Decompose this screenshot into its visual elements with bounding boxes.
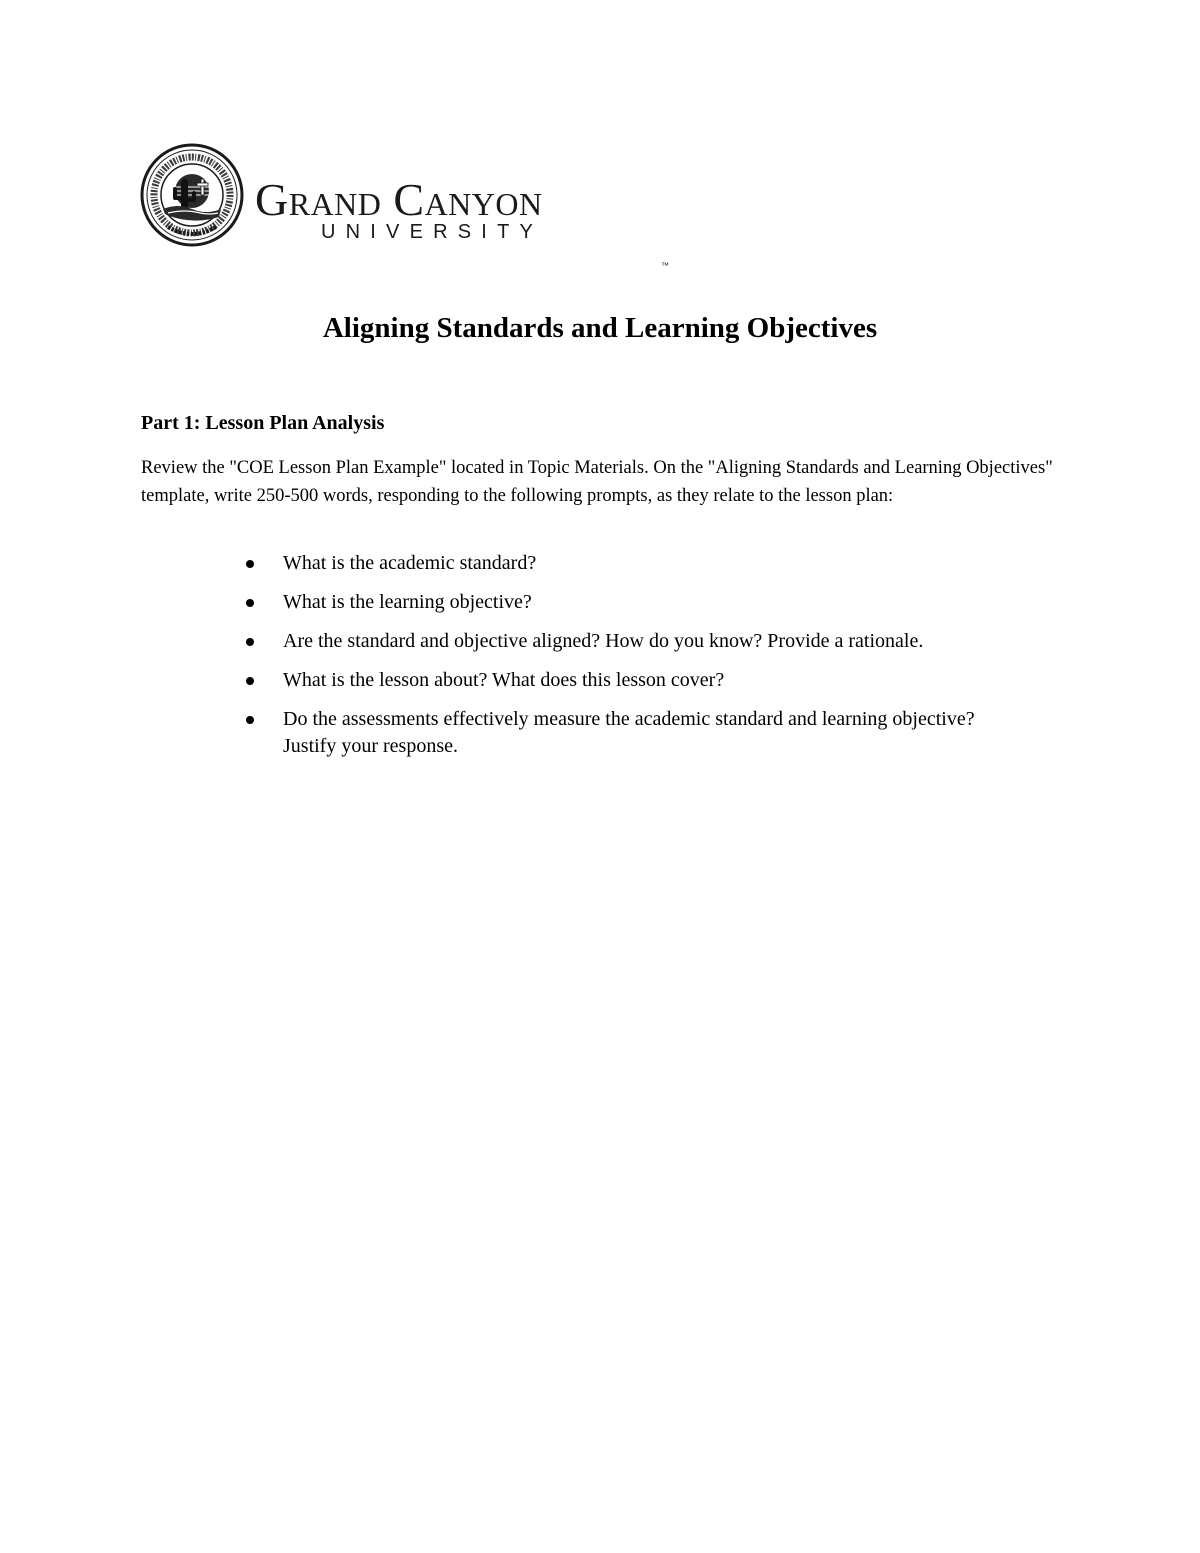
prompt-item — [246, 589, 1026, 616]
prompt-list — [246, 550, 1026, 772]
prompt-text: Do the assessments effectively measure the academic standard and learning objective? Justify your response. — [283, 708, 975, 757]
wordmark-main: Grand Canyon — [255, 174, 543, 225]
prompt-text: What is the learning objective? — [283, 591, 532, 613]
prompt-item — [246, 706, 1026, 760]
part-heading: Part 1: Lesson Plan Analysis — [141, 412, 385, 434]
wordmark-sub: UNIVERSITY — [321, 221, 544, 243]
prompt-text: What is the academic standard? — [283, 552, 537, 574]
bullet-icon — [246, 560, 254, 568]
prompt-item — [246, 667, 1026, 694]
intro-paragraph: Review the "COE Lesson Plan Example" located in Topic Materials. On the "Aligning Standards and Learning Objectives" template, write 250-500 words, responding to the following prompts, as they relate to the lesson plan: — [141, 458, 1053, 506]
prompt-item — [246, 550, 1026, 577]
bullet-icon — [246, 638, 254, 646]
university-seal-icon — [140, 143, 244, 247]
university-wordmark — [255, 174, 669, 270]
trademark-symbol: ™ — [661, 261, 669, 270]
university-logo — [140, 143, 669, 270]
bullet-icon — [246, 716, 254, 724]
bullet-icon — [246, 599, 254, 607]
prompt-text: What is the lesson about? What does this lesson cover? — [283, 669, 725, 691]
prompt-text: Are the standard and objective aligned? How do you know? Provide a rationale. — [283, 630, 924, 652]
document-title: Aligning Standards and Learning Objectives — [322, 312, 878, 344]
bullet-icon — [246, 677, 254, 685]
prompt-item — [246, 628, 1026, 655]
